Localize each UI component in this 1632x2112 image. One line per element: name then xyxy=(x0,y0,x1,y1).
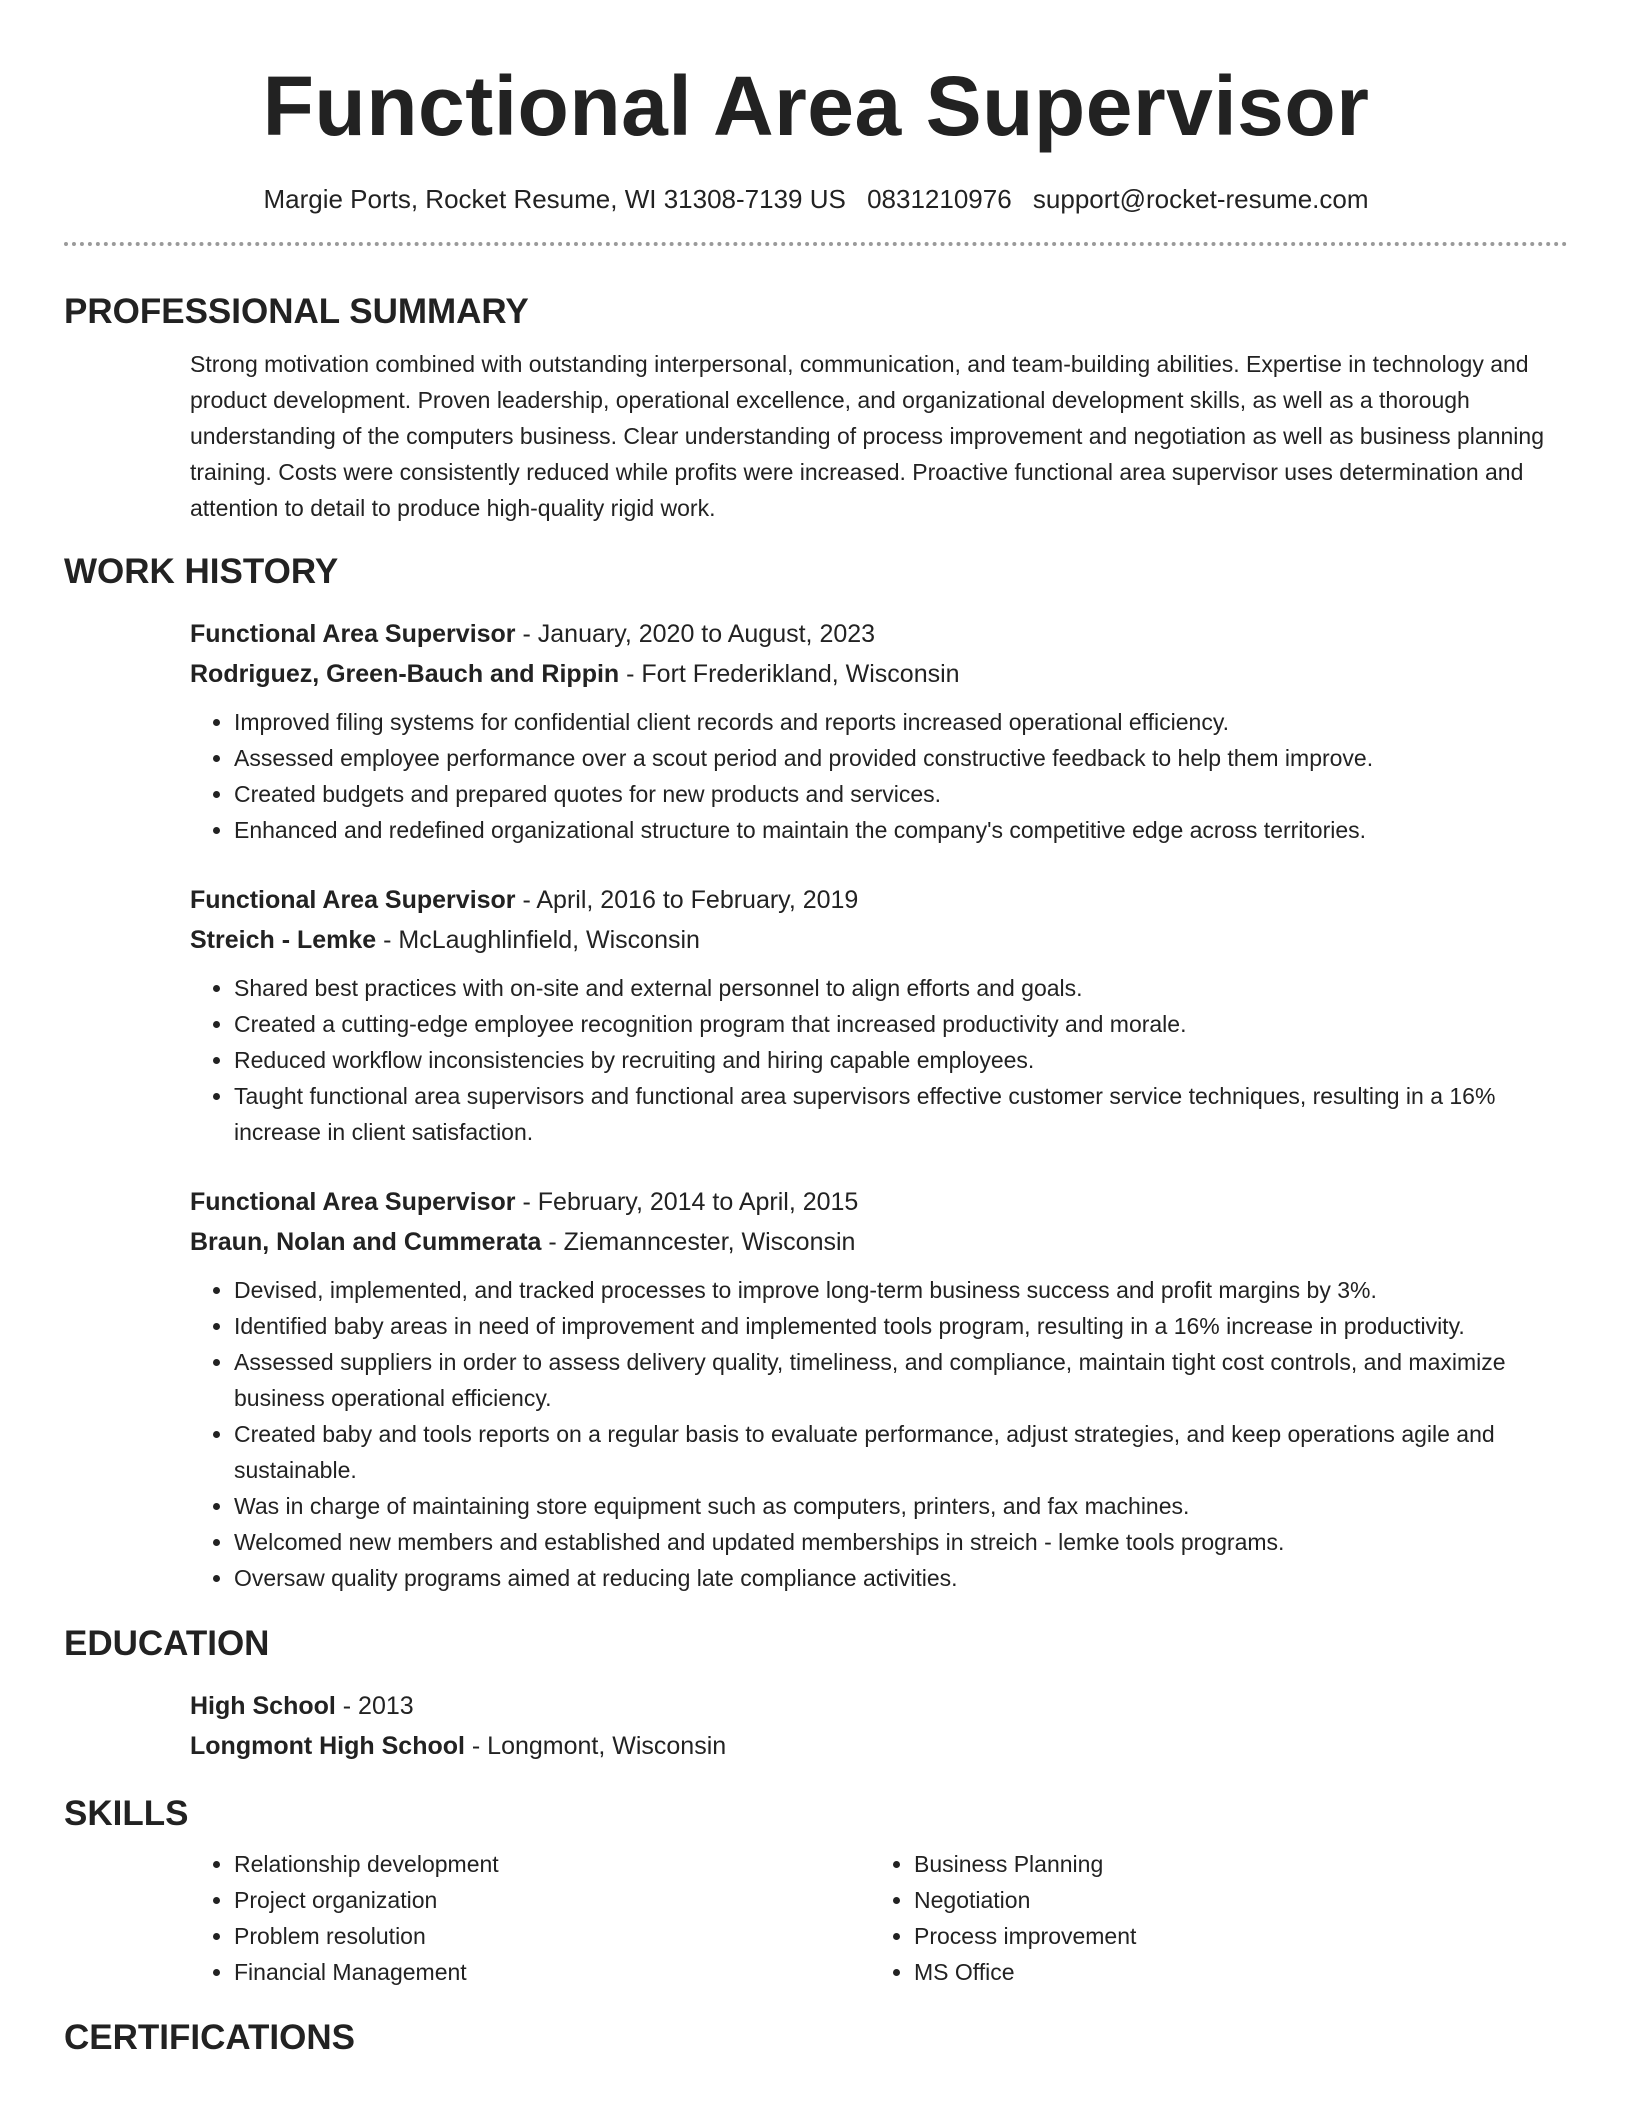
job-bullet: • Improved filing systems for confidential client records and reports increased operational efficiency. xyxy=(234,704,1568,740)
contact-address: Margie Ports, Rocket Resume, WI 31308-7139 US xyxy=(263,184,846,214)
job-role: Functional Area Supervisor xyxy=(190,620,516,648)
education-school: Longmont High School xyxy=(190,1732,465,1760)
contact-email: support@rocket-resume.com xyxy=(1032,184,1369,214)
job-location: - Fort Frederikland, Wisconsin xyxy=(619,660,960,688)
job-role-line xyxy=(190,1182,1568,1222)
job-entry xyxy=(190,880,1568,1150)
job-bullet: • Assessed employee performance over a scout period and provided constructive feedback to help them improve. xyxy=(234,740,1568,776)
header-divider xyxy=(64,242,1568,246)
education-year: - 2013 xyxy=(335,1692,414,1720)
summary-section xyxy=(64,290,1568,526)
job-company: Streich - Lemke xyxy=(190,926,377,954)
resume-page xyxy=(64,0,1568,2060)
job-dates: - February, 2014 to April, 2015 xyxy=(515,1188,859,1216)
skill-item: • Problem resolution xyxy=(234,1918,870,1954)
summary-heading: PROFESSIONAL SUMMARY xyxy=(64,292,529,331)
job-bullet: • Taught functional area supervisors and functional area supervisors effective customer service techniques, resulting in a 16% increase in client satisfaction. xyxy=(234,1078,1568,1150)
job-bullet: • Reduced workflow inconsistencies by recruiting and hiring capable employees. xyxy=(234,1042,1568,1078)
job-role-line xyxy=(190,880,1568,920)
skills-column-right xyxy=(870,1846,1550,1990)
job-role-line xyxy=(190,614,1568,654)
job-location: - Ziemanncester, Wisconsin xyxy=(541,1228,856,1256)
certifications-heading: CERTIFICATIONS xyxy=(64,2018,356,2057)
job-bullet: • Created a cutting-edge employee recognition program that increased productivity and morale. xyxy=(234,1006,1568,1042)
job-bullet: • Enhanced and redefined organizational structure to maintain the company's competitive edge across territories. xyxy=(234,812,1568,848)
job-dates: - January, 2020 to August, 2023 xyxy=(515,620,876,648)
skills-heading: SKILLS xyxy=(64,1794,189,1833)
job-role: Functional Area Supervisor xyxy=(190,1188,516,1216)
job-bullets xyxy=(190,970,1568,1150)
job-bullet: • Shared best practices with on-site and external personnel to align efforts and goals. xyxy=(234,970,1568,1006)
job-bullet: • Oversaw quality programs aimed at reducing late compliance activities. xyxy=(234,1560,1568,1596)
summary-text: Strong motivation combined with outstanding interpersonal, communication, and team-building abilities. Expertise in technology and product development. Proven leadership, operational excellence, and organizational development skills, as well as a thorough understanding of the computers business. Clear understanding of process improvement and negotiation as well as business planning training. Costs were consistently reduced while profits were increased. Proactive functional area supervisor uses determination and attention to detail to produce high-quality rigid work. xyxy=(190,351,1544,521)
job-company-line xyxy=(190,920,1568,960)
skills-section xyxy=(64,1792,1568,1990)
job-bullet: • Created budgets and prepared quotes for new products and services. xyxy=(234,776,1568,812)
work-history-heading: WORK HISTORY xyxy=(64,552,339,591)
skills-grid xyxy=(190,1846,1568,1990)
job-bullet: • Was in charge of maintaining store equipment such as computers, printers, and fax machines. xyxy=(234,1488,1568,1524)
job-entry xyxy=(190,1182,1568,1596)
job-bullet: • Welcomed new members and established and updated memberships in streich - lemke tools programs. xyxy=(234,1524,1568,1560)
education-degree-line xyxy=(190,1686,1568,1726)
skill-item: • Relationship development xyxy=(234,1846,870,1882)
job-location: - McLaughlinfield, Wisconsin xyxy=(376,926,700,954)
job-bullet: • Created baby and tools reports on a regular basis to evaluate performance, adjust strategies, and keep operations agile and sustainable. xyxy=(234,1416,1568,1488)
job-company: Braun, Nolan and Cummerata xyxy=(190,1228,542,1256)
job-dates: - April, 2016 to February, 2019 xyxy=(515,886,859,914)
education-school-line xyxy=(190,1726,1568,1766)
skill-item: • Negotiation xyxy=(914,1882,1550,1918)
job-company: Rodriguez, Green-Bauch and Rippin xyxy=(190,660,620,688)
job-role: Functional Area Supervisor xyxy=(190,886,516,914)
job-entry xyxy=(190,614,1568,848)
job-bullet: • Assessed suppliers in order to assess delivery quality, timeliness, and compliance, maintain tight cost controls, and maximize business operational efficiency. xyxy=(234,1344,1568,1416)
job-bullets xyxy=(190,704,1568,848)
certifications-section xyxy=(64,2016,1568,2060)
skill-item: • Process improvement xyxy=(914,1918,1550,1954)
education-section xyxy=(64,1622,1568,1766)
skill-item: • Financial Management xyxy=(234,1954,870,1990)
education-heading: EDUCATION xyxy=(64,1624,270,1663)
contact-line xyxy=(64,182,1568,216)
education-degree: High School xyxy=(190,1692,336,1720)
skill-item: • Project organization xyxy=(234,1882,870,1918)
job-company-line xyxy=(190,654,1568,694)
skills-column-left xyxy=(190,1846,870,1990)
skill-item: • MS Office xyxy=(914,1954,1550,1990)
education-location: - Longmont, Wisconsin xyxy=(464,1732,727,1760)
job-bullet: • Devised, implemented, and tracked processes to improve long-term business success and profit margins by 3%. xyxy=(234,1272,1568,1308)
skill-item: • Business Planning xyxy=(914,1846,1550,1882)
job-company-line xyxy=(190,1222,1568,1262)
resume-title: Functional Area Supervisor xyxy=(262,59,1370,153)
job-bullet: • Identified baby areas in need of improvement and implemented tools program, resulting in a 16% increase in productivity. xyxy=(234,1308,1568,1344)
job-bullets xyxy=(190,1272,1568,1596)
contact-phone: 0831210976 xyxy=(867,184,1012,214)
work-history-section xyxy=(64,550,1568,1596)
